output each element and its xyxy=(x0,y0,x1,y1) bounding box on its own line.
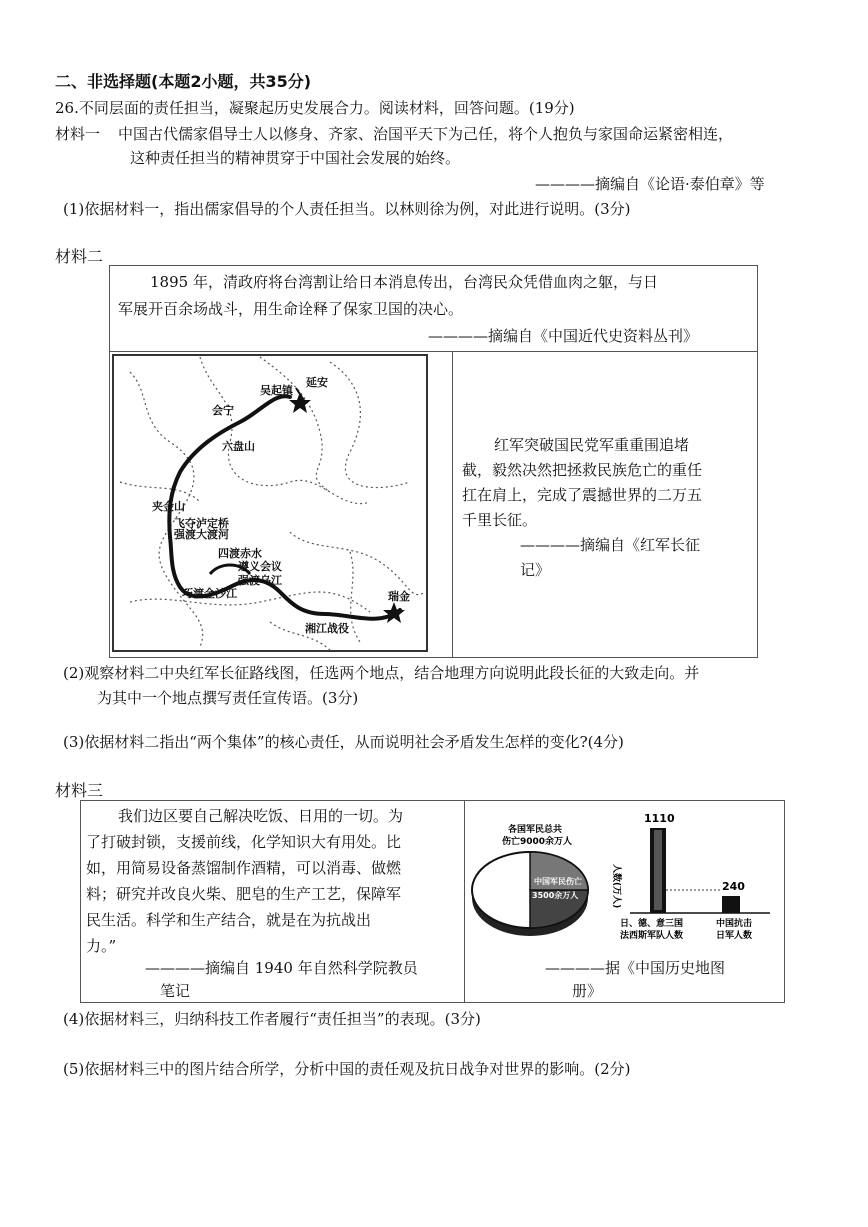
question-2-line2: 为其中一个地点撰写责任宣传语。(3分) xyxy=(97,689,359,707)
material2-side-line3: 扛在肩上，完成了震撼世界的二万五 xyxy=(462,486,703,504)
map-label-xiangjiang: 湘江战役 xyxy=(305,622,349,635)
material2-mid-divider xyxy=(452,351,453,658)
pie-label-total-1: 各国军民总共 xyxy=(508,825,563,835)
material2-text-line1: 1895 年，清政府将台湾割让给日本消息传出，台湾民众凭借血肉之躯，与日 xyxy=(150,273,658,291)
question-4: (4)依据材料三，归纳科技工作者履行“责任担当”的表现。(3分) xyxy=(63,1010,481,1028)
map-label-ruijin: 瑞金 xyxy=(388,590,410,603)
material3-label: 材料三 xyxy=(55,781,104,800)
question-stem: 26.不同层面的责任担当，凝聚起历史发展合力。阅读材料，回答问题。(19分) xyxy=(55,99,575,117)
map-label-luding: 飞夺泸定桥 xyxy=(174,517,229,530)
material2-side-line2: 截，毅然决然把拯救民族危亡的重任 xyxy=(462,461,703,479)
material3-text-line6: 力。” xyxy=(86,937,117,955)
map-label-yanan: 延安 xyxy=(306,376,328,389)
material3-text-line1: 我们边区要自己解决吃饭、日用的一切。为 xyxy=(118,807,404,825)
material1-text-line2: 这种责任担当的精神贯穿于中国社会发展的始终。 xyxy=(130,149,461,167)
material3-text-line4: 料；研究并改良火柴、肥皂的生产工艺，保障军 xyxy=(86,885,402,903)
map-label-huining: 会宁 xyxy=(212,404,234,417)
map-label-zunyi: 遵义会议 xyxy=(238,560,282,573)
question-2-line1: (2)观察材料二中央红军长征路线图，任选两个地点，结合地理方向说明此段长征的大致走向。并 xyxy=(63,664,700,682)
bar-cat1-line1: 日、德、意三国 xyxy=(620,919,684,929)
bar-china xyxy=(722,896,740,913)
material3-source2: 笔记 xyxy=(160,982,191,1000)
material1-label: 材料一 xyxy=(55,125,101,143)
bar-cat1-line2: 法西斯军队人数 xyxy=(620,931,684,941)
map-label-jinsha: 巧渡金沙江 xyxy=(182,587,237,600)
bar-cat2-line2: 日军人数 xyxy=(716,931,753,941)
long-march-map xyxy=(110,352,452,658)
material2-side-source2: 记》 xyxy=(520,561,551,579)
material3-chart-source1: ————据《中国历史地图 xyxy=(545,959,726,977)
bar-y-label: 人数(万人) xyxy=(611,864,621,909)
map-label-chishui: 四渡赤水 xyxy=(218,547,262,560)
material2-side-line1: 红军突破国民党军重重围追堵 xyxy=(494,436,690,454)
bar-axis-powers-inner xyxy=(654,830,662,910)
question-1: (1)依据材料一，指出儒家倡导的个人责任担当。以林则徐为例，对此进行说明。(3分) xyxy=(63,200,631,218)
material3-text-line2: 了打破封锁，支援前线，化学知识大有用处。比 xyxy=(86,833,402,851)
pie-label-total-2: 伤亡9000余万人 xyxy=(502,837,573,847)
casualty-pie-chart xyxy=(468,818,598,948)
material3-text-line5: 民生活。科学和生产结合，就是在为抗战出 xyxy=(86,911,372,929)
question-5: (5)依据材料三中的图片结合所学，分析中国的责任观及抗日战争对世界的影响。(2分) xyxy=(63,1060,631,1078)
troop-bar-chart xyxy=(610,808,780,948)
material1-source: ————摘编自《论语·泰伯章》等 xyxy=(535,175,765,193)
question-3: (3)依据材料二指出“两个集体”的核心责任，从而说明社会矛盾发生怎样的变化?(4分) xyxy=(63,733,624,751)
section-title: 二、非选择题(本题2小题，共35分) xyxy=(55,72,312,91)
material3-divider xyxy=(464,800,465,1003)
pie-label-china-2: 3500余万人 xyxy=(532,891,579,900)
material3-source1: ————摘编自 1940 年自然科学院教员 xyxy=(145,959,418,977)
bar-cat2-line1: 中国抗击 xyxy=(716,919,753,929)
material2-side-source1: ————摘编自《红军长征 xyxy=(520,536,701,554)
material1-text-line1: 中国古代儒家倡导士人以修身、齐家、治国平天下为己任，将个人抱负与家国命运紧密相连， xyxy=(118,125,734,143)
map-label-dadu: 强渡大渡河 xyxy=(174,528,229,541)
bar-value-2: 240 xyxy=(722,880,745,893)
bar-value-1: 1110 xyxy=(644,812,675,825)
material3-chart-source2: 册》 xyxy=(572,982,603,1000)
map-label-xueshan: 夹金山 xyxy=(152,500,185,513)
map-label-wujiang: 强渡乌江 xyxy=(238,574,282,587)
material2-text-line2: 军展开百余场战斗，用生命诠释了保家卫国的决心。 xyxy=(118,300,464,318)
map-label-liupanshan: 六盘山 xyxy=(222,440,255,453)
material2-side-line4: 千里长征。 xyxy=(462,511,538,529)
material3-text-line3: 如，用简易设备蒸馏制作酒精，可以消毒、做燃 xyxy=(86,859,402,877)
map-label-wuqizhen: 吴起镇 xyxy=(260,384,293,397)
material2-label: 材料二 xyxy=(55,247,104,266)
material2-source: ————摘编自《中国近代史资料丛刊》 xyxy=(428,327,699,345)
pie-label-china-1: 中国军民伤亡 xyxy=(534,877,582,886)
